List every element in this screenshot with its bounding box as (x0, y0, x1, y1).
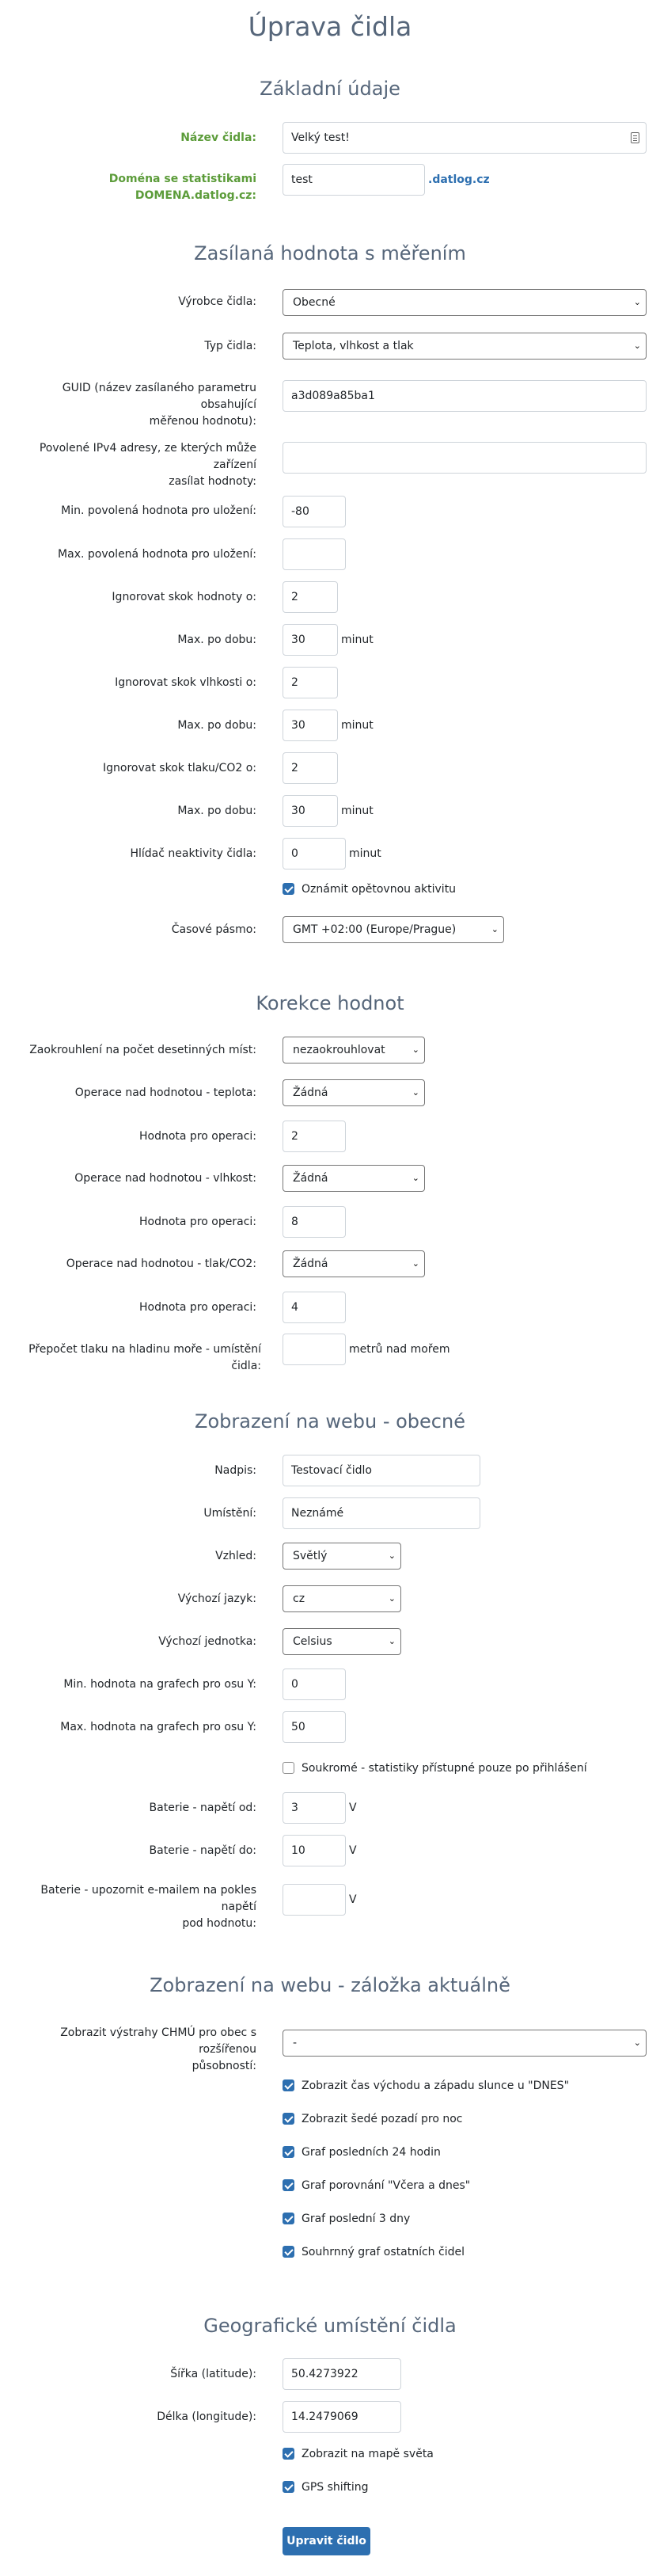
domain-label: Doména se statistikami DOMENA.datlog.cz: (108, 173, 256, 202)
submit-button[interactable]: Upravit čidlo (283, 2527, 370, 2555)
round-select[interactable] (283, 1037, 425, 1064)
gps-shifting-checkbox[interactable] (283, 2481, 294, 2493)
graph-compare-label: Graf porovnání "Včera a dnes" (302, 2179, 471, 2192)
guid-label (6, 380, 256, 430)
guid-label-line2: měřenou hodnotu): (149, 415, 256, 428)
max-time-input-2[interactable]: 30 (283, 710, 338, 741)
max-time-label-2: Max. po dobu: (177, 719, 256, 732)
notify-activity-checkbox[interactable] (283, 883, 294, 895)
chevron-down-icon: ⌄ (388, 1551, 396, 1561)
chevron-down-icon: ⌄ (633, 341, 641, 351)
night-bg-checkbox[interactable] (283, 2113, 294, 2125)
chevron-down-icon: ⌄ (412, 1087, 419, 1098)
note-icon[interactable] (631, 132, 639, 143)
type-label: Typ čidla: (204, 340, 256, 352)
op-temp-select[interactable] (283, 1079, 425, 1106)
notify-activity-label: Oznámit opětovnou aktivitu (302, 883, 457, 896)
lon-input[interactable]: 14.2479069 (283, 2401, 401, 2433)
graph-summary-label: Souhrnný graf ostatních čidel (302, 2246, 465, 2258)
manufacturer-select[interactable] (283, 289, 647, 316)
op-temp-label: Operace nad hodnotou - teplota: (74, 1086, 256, 1099)
op-value-label-press: Hodnota pro operaci: (139, 1301, 256, 1314)
inactivity-input[interactable]: 0 (283, 838, 346, 869)
section-title-correction: Korekce hodnot (256, 992, 404, 1014)
skip-pressure-label: Ignorovat skok tlaku/CO2 o: (103, 762, 256, 774)
bat-to-unit: V (349, 1844, 357, 1857)
lon-label: Délka (longitude): (157, 2410, 256, 2423)
bat-warn-input[interactable] (283, 1884, 346, 1916)
page-title: Úprava čidla (248, 11, 412, 42)
op-press-number-input[interactable]: 4 (283, 1292, 346, 1323)
graph-24h-label: Graf posledních 24 hodin (302, 2146, 441, 2159)
bat-to-input[interactable]: 10 (283, 1835, 346, 1866)
graph-compare-checkbox[interactable] (283, 2179, 294, 2191)
graph-summary-checkbox[interactable] (283, 2246, 294, 2258)
timezone-select[interactable] (283, 916, 504, 943)
domain-suffix: .datlog.cz (428, 173, 490, 186)
chmu-label (6, 2025, 256, 2075)
graph-3days-label: Graf poslední 3 dny (302, 2213, 411, 2225)
timezone-value: GMT +02:00 (Europe/Prague) (293, 923, 457, 936)
bat-warn-label-line2: pod hodnotu: (182, 1917, 256, 1930)
unit-select[interactable] (283, 1628, 401, 1655)
sunrise-label: Zobrazit čas východu a západu slunce u "DNES" (302, 2079, 570, 2092)
guid-input[interactable]: a3d089a85ba1 (283, 380, 647, 412)
ipv4-label (6, 440, 256, 490)
bat-from-input[interactable]: 3 (283, 1792, 346, 1824)
op-hum-label: Operace nad hodnotou - vlhkost: (74, 1172, 256, 1185)
ipv4-label-line1: Povolené IPv4 adresy, ze kterých může zařízení (39, 442, 256, 471)
min-value-input[interactable]: -80 (283, 496, 346, 527)
sea-level-label: Přepočet tlaku na hladinu moře - umístění čidla: (28, 1343, 261, 1372)
chmu-select[interactable] (283, 2030, 647, 2057)
op-temp-value: Žádná (293, 1086, 328, 1099)
section-title-measurement: Zasílaná hodnota s měřením (194, 242, 466, 264)
max-time-label-3: Max. po dobu: (177, 805, 256, 817)
bat-from-unit: V (349, 1802, 357, 1814)
world-map-label: Zobrazit na mapě světa (302, 2448, 434, 2460)
skip-humidity-label: Ignorovat skok vlhkosti o: (115, 676, 256, 689)
op-press-select[interactable] (283, 1250, 425, 1277)
ipv4-input[interactable] (283, 442, 647, 474)
theme-label: Vzhled: (215, 1550, 256, 1562)
bat-warn-unit: V (349, 1893, 357, 1906)
sunrise-checkbox[interactable] (283, 2079, 294, 2091)
heading-input[interactable]: Testovací čidlo (283, 1455, 480, 1486)
chevron-down-icon: ⌄ (412, 1173, 419, 1183)
max-time-label-1: Max. po dobu: (177, 634, 256, 646)
unit-label: Výchozí jednotka: (158, 1635, 256, 1648)
manufacturer-label: Výrobce čidla: (178, 295, 256, 308)
manufacturer-value: Obecné (293, 296, 336, 309)
sensor-name-value: Velký test! (291, 131, 350, 144)
max-time-unit-3: minut (341, 805, 374, 817)
section-title-basic: Základní údaje (260, 78, 400, 100)
type-select[interactable] (283, 333, 647, 360)
chevron-down-icon: ⌄ (633, 297, 641, 307)
section-title-web-general: Zobrazení na webu - obecné (195, 1410, 465, 1433)
skip-pressure-input[interactable]: 2 (283, 752, 338, 784)
lang-select[interactable] (283, 1585, 401, 1612)
op-hum-select[interactable] (283, 1165, 425, 1192)
sea-level-unit: metrů nad mořem (349, 1343, 450, 1356)
timezone-label: Časové pásmo: (171, 923, 256, 936)
sensor-name-input[interactable] (283, 122, 647, 154)
round-label: Zaokrouhlení na počet desetinných míst: (29, 1044, 256, 1056)
max-value-input[interactable] (283, 538, 346, 570)
op-value-label-temp: Hodnota pro operaci: (139, 1130, 256, 1143)
ymax-input[interactable]: 50 (283, 1711, 346, 1743)
bat-warn-label-line1: Baterie - upozornit e-mailem na pokles napětí (40, 1884, 256, 1913)
op-hum-value: Žádná (293, 1172, 328, 1185)
min-value-label: Min. povolená hodnota pro uložení: (61, 504, 256, 517)
bat-to-label: Baterie - napětí do: (149, 1844, 256, 1857)
location-input[interactable]: Neznámé (283, 1497, 480, 1529)
max-value-label: Max. povolená hodnota pro uložení: (58, 548, 256, 561)
op-value-label-hum: Hodnota pro operaci: (139, 1216, 256, 1228)
round-value: nezaokrouhlovat (293, 1044, 385, 1056)
guid-label-line1: GUID (název zasílaného parametru obsahující (62, 382, 256, 411)
sea-level-input[interactable] (283, 1334, 346, 1365)
world-map-checkbox[interactable] (283, 2448, 294, 2460)
section-title-geo: Geografické umístění čidla (203, 2315, 457, 2337)
inactivity-label: Hlídač neaktivity čidla: (130, 847, 256, 860)
graph-3days-checkbox[interactable] (283, 2213, 294, 2224)
ymax-label: Max. hodnota na grafech pro osu Y: (60, 1721, 256, 1733)
type-value: Teplota, vlhkost a tlak (293, 340, 414, 352)
skip-value-input[interactable]: 2 (283, 581, 338, 613)
max-time-input-1[interactable]: 30 (283, 624, 338, 656)
chevron-down-icon: ⌄ (412, 1044, 419, 1055)
lang-value: cz (293, 1592, 305, 1605)
chmu-value: - (293, 2037, 298, 2049)
lat-label: Šířka (latitude): (170, 2368, 256, 2380)
bat-from-label: Baterie - napětí od: (149, 1802, 256, 1814)
sensor-name-label: Název čidla: (180, 131, 256, 144)
inactivity-unit: minut (349, 847, 381, 860)
skip-humidity-input[interactable]: 2 (283, 667, 338, 698)
max-time-unit-2: minut (341, 719, 374, 732)
private-label: Soukromé - statistiky přístupné pouze po přihlášení (302, 1762, 587, 1775)
gps-shifting-label: GPS shifting (302, 2481, 369, 2494)
chevron-down-icon: ⌄ (412, 1258, 419, 1269)
skip-value-label: Ignorovat skok hodnoty o: (112, 591, 256, 603)
ymin-label: Min. hodnota na grafech pro osu Y: (63, 1678, 256, 1691)
lang-label: Výchozí jazyk: (177, 1592, 256, 1605)
op-press-label: Operace nad hodnotou - tlak/CO2: (66, 1258, 256, 1270)
chevron-down-icon: ⌄ (388, 1636, 396, 1646)
max-time-unit-1: minut (341, 634, 374, 646)
chevron-down-icon: ⌄ (633, 2038, 641, 2048)
op-press-value: Žádná (293, 1258, 328, 1270)
private-checkbox[interactable] (283, 1762, 294, 1774)
location-label: Umístění: (203, 1507, 256, 1520)
chmu-label-line2: působností: (192, 2060, 256, 2072)
section-title-web-current: Zobrazení na webu - záložka aktuálně (150, 1974, 510, 1996)
theme-select[interactable] (283, 1543, 401, 1570)
ipv4-label-line2: zasílat hodnoty: (169, 475, 256, 488)
theme-value: Světlý (293, 1550, 328, 1562)
op-temp-number-input[interactable]: 2 (283, 1121, 346, 1152)
chevron-down-icon: ⌄ (388, 1593, 396, 1604)
lat-input[interactable]: 50.4273922 (283, 2358, 401, 2390)
max-time-input-3[interactable]: 30 (283, 795, 338, 827)
op-hum-number-input[interactable]: 8 (283, 1206, 346, 1238)
domain-input[interactable]: test (283, 164, 425, 196)
unit-value: Celsius (293, 1635, 332, 1648)
chevron-down-icon: ⌄ (491, 924, 499, 934)
night-bg-label: Zobrazit šedé pozadí pro noc (302, 2113, 463, 2125)
bat-warn-label (6, 1882, 256, 1932)
heading-label: Nadpis: (214, 1464, 256, 1477)
graph-24h-checkbox[interactable] (283, 2146, 294, 2158)
ymin-input[interactable]: 0 (283, 1669, 346, 1700)
chmu-label-line1: Zobrazit výstrahy CHMÚ pro obec s rozšířenou (60, 2026, 256, 2056)
